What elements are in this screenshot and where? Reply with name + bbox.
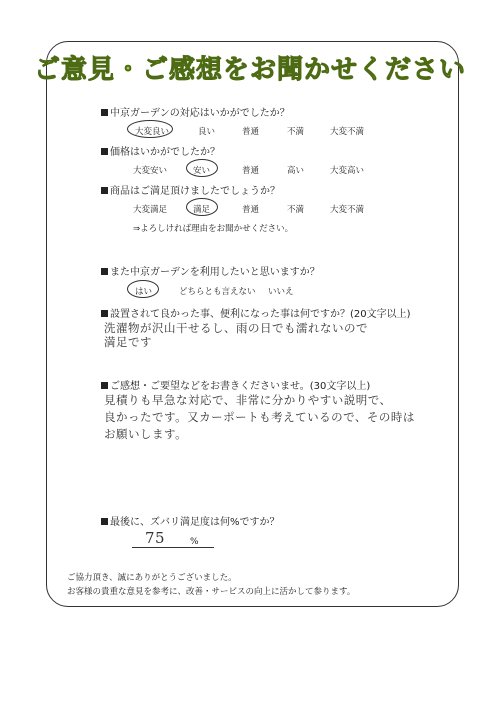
bullet-square-icon xyxy=(101,382,108,389)
q3-option-3[interactable]: 普通 xyxy=(242,205,260,215)
q3-selected-circle xyxy=(186,198,218,216)
satisfaction-value: 75 xyxy=(145,529,166,547)
bullet-square-icon xyxy=(101,518,108,525)
question-2 xyxy=(101,143,220,158)
satisfaction-underline xyxy=(132,547,214,548)
question-4-label: また中京ガーデンを利用したいと思いますか？ xyxy=(110,267,320,278)
q1-option-1[interactable]: 大変良い xyxy=(135,127,170,137)
q3-option-2[interactable]: 満足 xyxy=(193,205,211,215)
satisfaction-unit: % xyxy=(190,537,199,547)
question-3-label: 商品はご満足頂けましたでしょうか？ xyxy=(110,186,280,197)
question-1 xyxy=(101,104,290,119)
q2-option-2[interactable]: 安い xyxy=(193,166,211,176)
question-6-label: ご感想・ご要望などをお書きくださいませ。(30文字以上) xyxy=(110,381,371,392)
q2-option-3[interactable]: 普通 xyxy=(242,166,260,176)
bullet-square-icon xyxy=(101,148,108,155)
q6-answer-line-1: 見積りも早急な対応で、非常に分かりやすい説明で、 xyxy=(104,393,392,407)
q4-option-1[interactable]: はい xyxy=(135,287,153,297)
q2-selected-circle xyxy=(186,159,218,177)
q2-option-1[interactable]: 大変安い xyxy=(133,166,168,176)
q1-option-4[interactable]: 不満 xyxy=(287,127,305,137)
page-title: ご意見・ご感想をお聞かせください xyxy=(33,55,466,85)
question-4 xyxy=(101,263,320,278)
footer-message: お客様の貴重な意見を参考に、改善・サービスの向上に活かして参ります。 xyxy=(67,587,356,597)
q1-option-2[interactable]: 良い xyxy=(198,127,216,137)
question-7 xyxy=(101,513,280,528)
question-2-label: 価格はいかがでしたか？ xyxy=(110,147,220,158)
q5-answer-line-1: 洗濯物が沢山干せるし、雨の日でも濡れないので xyxy=(104,321,368,335)
question-5 xyxy=(101,305,411,320)
q2-option-4[interactable]: 高い xyxy=(287,166,305,176)
footer-thanks: ご協力頂き、誠にありがとうございました。 xyxy=(67,573,237,583)
question-3 xyxy=(101,182,280,197)
q1-option-5[interactable]: 大変不満 xyxy=(330,127,365,137)
q3-option-5[interactable]: 大変不満 xyxy=(330,205,365,215)
q2-option-5[interactable]: 大変高い xyxy=(330,166,365,176)
q4-option-3[interactable]: いいえ xyxy=(268,287,294,297)
q6-answer-line-2: 良かったです。又カーポートも考えているので、その時は xyxy=(104,410,415,424)
bullet-square-icon xyxy=(101,109,108,116)
q5-answer-line-2: 満足です xyxy=(104,335,152,349)
q3-option-4[interactable]: 不満 xyxy=(287,205,305,215)
q4-selected-circle xyxy=(127,280,159,298)
question-1-label: 中京ガーデンの対応はいかがでしたか？ xyxy=(110,108,290,119)
question-5-label: 設置されて良かった事、便利になった事は何ですか？(20文字以上) xyxy=(110,309,411,320)
q3-option-1[interactable]: 大変満足 xyxy=(133,205,168,215)
q4-option-2[interactable]: どちらとも言えない xyxy=(179,287,256,297)
question-6 xyxy=(101,377,370,392)
q3-reason-note: ⇒よろしければ理由をお聞かせください。 xyxy=(133,224,294,234)
q1-option-3[interactable]: 普通 xyxy=(242,127,260,137)
q6-answer-line-3: お願いします。 xyxy=(104,427,188,441)
bullet-square-icon xyxy=(101,310,108,317)
bullet-square-icon xyxy=(101,187,108,194)
q1-selected-circle xyxy=(127,120,173,138)
bullet-square-icon xyxy=(101,268,108,275)
question-7-label: 最後に、ズバリ満足度は何%ですか？ xyxy=(110,517,280,528)
